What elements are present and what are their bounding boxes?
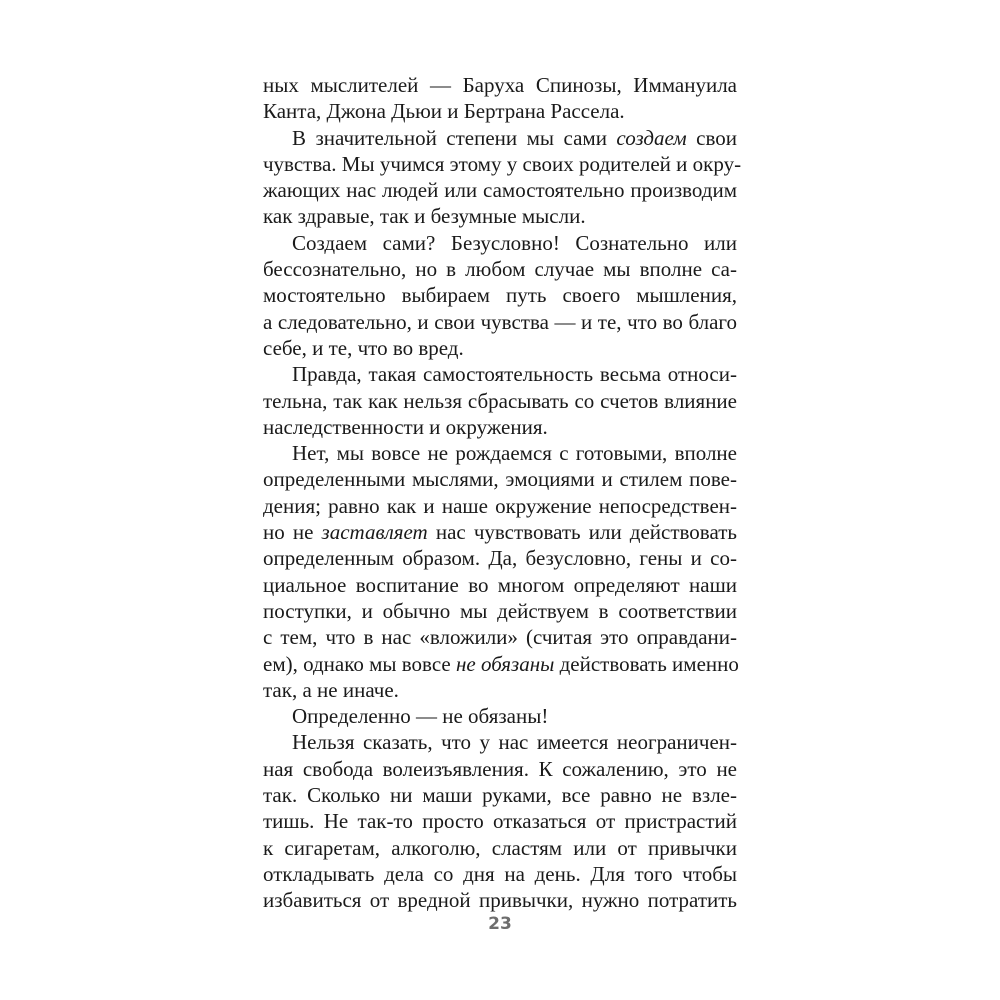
text-line [263,335,737,361]
text-run: ных мыслителей — Баруха Спинозы, Иммануила [263,73,737,97]
text-line [263,388,737,414]
text-line [263,861,737,887]
text-run: так, а не иначе. [263,677,399,702]
page-number: 23 [488,914,512,934]
text-run: но не [263,520,322,545]
text-run: а следовательно, и свои чувства — и те, что во благо [263,309,737,334]
text-run: В значительной степени мы сами [292,125,617,150]
text-line [263,651,737,677]
text-run: поступки, и обычно мы действуем в соответствии [263,598,737,623]
text-run: дения; равно как и наше окружение непосредствен- [263,493,737,518]
text-run: с тем, что в нас «вложили» (считая это оправдани- [263,625,737,650]
text-line [263,309,737,335]
text-run: бессознательно, но в любом случае мы вполне са- [263,257,737,282]
text-run: нас чувствовать или действовать [427,520,737,545]
text-run: циальное воспитание во многом определяют наши [263,572,737,597]
italic-emphasis: создаем [616,125,687,150]
text-run: жающих нас людей или самостоятельно производим [263,178,737,203]
text-line [263,519,737,545]
text-run: Канта, Джона Дьюи и Бертрана Рассела. [263,99,625,124]
text-line [263,256,737,282]
text-run: откладывать дела со дня на день. Для того чтобы [263,861,737,886]
text-run: к сигаретам, алкоголю, сластям или от привычки [263,835,737,860]
text-run: Нельзя сказать, что у нас имеется неограничен- [292,730,737,755]
text-run: себе, и те, что во вред. [263,335,464,360]
text-line [263,729,737,755]
text-line [263,598,737,624]
text-line [263,151,742,177]
text-line [263,98,737,124]
text-line [263,230,737,256]
text-line [263,466,737,492]
text-line [263,414,737,440]
text-run: определенным образом. Да, безусловно, гены и со- [263,546,737,571]
text-run: наследственности и окружения. [263,414,548,439]
text-run: Нет, мы вовсе не рождаемся с готовыми, вполне [292,441,737,466]
text-run: Определенно — не обязаны! [292,704,549,729]
text-line [263,440,737,466]
text-run: ная свобода волеизъявления. К сожалению, это не [263,756,737,781]
text-run: так. Сколько ни маши руками, все равно не взле- [263,783,737,808]
text-line [263,624,737,650]
text-line [263,677,737,703]
text-line [263,203,737,229]
text-run: избавиться от вредной привычки, нужно потратить [263,888,737,913]
text-run: свои [686,125,737,150]
text-run: чувства. Мы учимся этому у своих родителей и окру- [263,151,742,176]
text-run: ем), однако мы вовсе [263,651,456,676]
italic-emphasis: заставляет [321,520,428,545]
text-line [263,835,737,861]
text-line [263,72,737,98]
text-run: тишь. Не так-то просто отказаться от пристрастий [263,809,737,834]
text-line [263,282,737,308]
text-line [263,887,737,913]
text-run: определенными мыслями, эмоциями и стилем пове- [263,467,737,492]
text-line [263,125,737,151]
text-run: Создаем сами? Безусловно! Сознательно или [292,230,737,255]
text-run: мостоятельно выбираем путь своего мышления, [263,283,737,308]
italic-emphasis: не обязаны [456,651,555,676]
text-run: тельна, так как нельзя сбрасывать со счетов влияние [263,388,737,413]
text-run: Правда, такая самостоятельность весьма относи- [292,362,737,387]
text-line [263,703,737,729]
text-line [263,177,737,203]
text-line [263,493,737,519]
text-run: действовать именно [554,651,739,676]
text-line [263,756,737,782]
text-line [263,782,737,808]
text-line [263,572,737,598]
text-line [263,545,737,571]
body-text [263,72,742,914]
text-line [263,361,737,387]
text-run: как здравые, так и безумные мысли. [263,204,586,229]
text-line [263,808,737,834]
